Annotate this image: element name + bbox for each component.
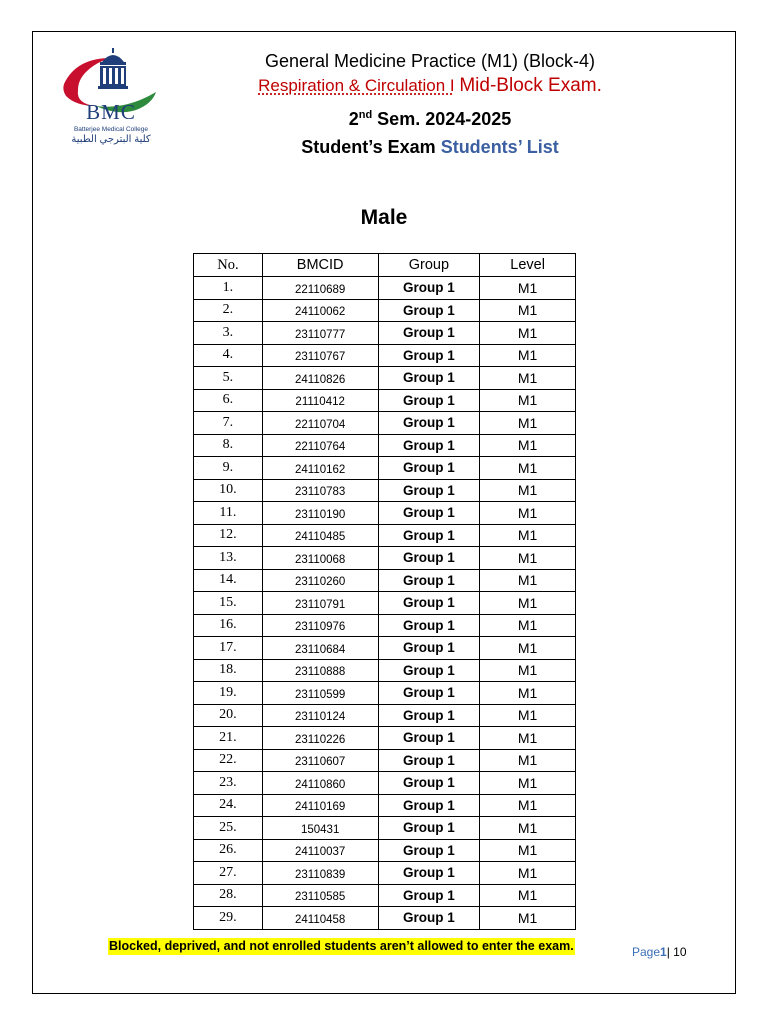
row-group: Group 1	[378, 749, 480, 772]
row-group: Group 1	[378, 592, 480, 615]
row-level: M1	[480, 277, 576, 300]
bmcid-value: 23110226	[295, 733, 346, 746]
row-no: 22.	[194, 749, 263, 772]
row-no: 1.	[194, 277, 263, 300]
row-level: M1	[480, 547, 576, 570]
row-level: M1	[480, 794, 576, 817]
row-no: 14.	[194, 569, 263, 592]
logo-subtitle: Batterjee Medical College	[73, 126, 149, 133]
table-row	[194, 344, 576, 367]
bmcid-value: 23110976	[295, 621, 346, 634]
table-row	[194, 569, 576, 592]
table-row	[194, 772, 576, 795]
row-bmcid	[262, 502, 378, 525]
table-row	[194, 637, 576, 660]
row-group: Group 1	[378, 772, 480, 795]
row-no: 25.	[194, 817, 263, 840]
row-no: 8.	[194, 434, 263, 457]
row-group: Group 1	[378, 524, 480, 547]
bmcid-value: 23110767	[295, 351, 346, 364]
row-bmcid	[262, 277, 378, 300]
bmcid-value: 24110062	[295, 306, 346, 319]
list-title-b: Students’ List	[440, 137, 559, 157]
bmcid-value: 23110190	[295, 508, 346, 521]
row-level: M1	[480, 907, 576, 930]
row-bmcid	[262, 772, 378, 795]
table-row	[194, 839, 576, 862]
table-row	[194, 479, 576, 502]
table-row	[194, 299, 576, 322]
row-no: 28.	[194, 884, 263, 907]
row-level: M1	[480, 344, 576, 367]
bmcid-value: 23110684	[295, 643, 346, 656]
table-row	[194, 682, 576, 705]
row-group: Group 1	[378, 479, 480, 502]
bmcid-value: 24110162	[295, 463, 346, 476]
row-bmcid	[262, 727, 378, 750]
table-row	[194, 704, 576, 727]
row-bmcid	[262, 907, 378, 930]
table-row	[194, 592, 576, 615]
row-bmcid	[262, 322, 378, 345]
row-group: Group 1	[378, 502, 480, 525]
row-bmcid	[262, 412, 378, 435]
row-bmcid	[262, 659, 378, 682]
row-level: M1	[480, 299, 576, 322]
page-total: 10	[673, 945, 687, 959]
logo-arabic: كلية البترجي الطبية	[71, 134, 151, 145]
row-group: Group 1	[378, 322, 480, 345]
row-bmcid	[262, 884, 378, 907]
row-group: Group 1	[378, 817, 480, 840]
semester-year: Sem. 2024-2025	[372, 109, 512, 129]
table-row	[194, 862, 576, 885]
page-separator: |	[666, 945, 674, 959]
row-bmcid	[262, 367, 378, 390]
table-row	[194, 614, 576, 637]
table-body	[194, 277, 576, 930]
bmcid-value: 22110704	[295, 418, 346, 431]
row-level: M1	[480, 682, 576, 705]
row-group: Group 1	[378, 907, 480, 930]
row-level: M1	[480, 839, 576, 862]
row-level: M1	[480, 524, 576, 547]
row-no: 12.	[194, 524, 263, 547]
row-no: 9.	[194, 457, 263, 480]
list-title	[190, 134, 670, 160]
table-row	[194, 794, 576, 817]
row-group: Group 1	[378, 659, 480, 682]
bmcid-value: 24110826	[295, 373, 346, 386]
row-group: Group 1	[378, 367, 480, 390]
row-group: Group 1	[378, 637, 480, 660]
bmcid-value: 23110777	[295, 328, 346, 341]
row-bmcid	[262, 299, 378, 322]
bmcid-value: 23110585	[295, 891, 346, 904]
semester-number: 2	[348, 109, 359, 129]
row-no: 6.	[194, 389, 263, 412]
row-level: M1	[480, 457, 576, 480]
row-group: Group 1	[378, 614, 480, 637]
bmcid-value: 23110599	[295, 688, 346, 701]
row-no: 29.	[194, 907, 263, 930]
row-group: Group 1	[378, 884, 480, 907]
bmcid-value: 23110888	[295, 666, 346, 679]
header-group: Group	[378, 254, 480, 277]
row-bmcid	[262, 592, 378, 615]
exam-title	[190, 74, 670, 98]
semester-title	[190, 100, 670, 134]
row-level: M1	[480, 412, 576, 435]
table-row	[194, 389, 576, 412]
row-group: Group 1	[378, 389, 480, 412]
row-group: Group 1	[378, 412, 480, 435]
bmcid-value: 21110412	[295, 396, 345, 409]
row-bmcid	[262, 457, 378, 480]
row-no: 11.	[194, 502, 263, 525]
row-group: Group 1	[378, 344, 480, 367]
logo-text-block	[56, 100, 166, 145]
row-level: M1	[480, 434, 576, 457]
row-no: 3.	[194, 322, 263, 345]
bmcid-value: 24110860	[295, 778, 346, 791]
table-row	[194, 884, 576, 907]
row-group: Group 1	[378, 547, 480, 570]
row-no: 18.	[194, 659, 263, 682]
row-bmcid	[262, 682, 378, 705]
row-no: 10.	[194, 479, 263, 502]
row-level: M1	[480, 502, 576, 525]
document-header	[190, 48, 670, 160]
table-row	[194, 749, 576, 772]
row-bmcid	[262, 479, 378, 502]
table-row	[194, 277, 576, 300]
bmcid-value: 23110839	[295, 868, 346, 881]
bmcid-value: 23110607	[295, 756, 346, 769]
row-bmcid	[262, 524, 378, 547]
table-row	[194, 434, 576, 457]
row-no: 7.	[194, 412, 263, 435]
row-level: M1	[480, 367, 576, 390]
row-group: Group 1	[378, 794, 480, 817]
bmcid-value: 24110169	[295, 801, 346, 814]
row-group: Group 1	[378, 277, 480, 300]
bmcid-value: 150431	[300, 823, 340, 836]
block-name: Respiration & Circulation I	[258, 76, 455, 95]
row-no: 26.	[194, 839, 263, 862]
row-bmcid	[262, 704, 378, 727]
row-no: 27.	[194, 862, 263, 885]
row-bmcid	[262, 749, 378, 772]
row-bmcid	[262, 862, 378, 885]
row-level: M1	[480, 727, 576, 750]
row-level: M1	[480, 569, 576, 592]
row-bmcid	[262, 389, 378, 412]
bmcid-value: 24110485	[295, 531, 346, 544]
table-row	[194, 457, 576, 480]
row-bmcid	[262, 434, 378, 457]
row-group: Group 1	[378, 682, 480, 705]
row-no: 15.	[194, 592, 263, 615]
row-no: 4.	[194, 344, 263, 367]
students-table	[193, 253, 576, 930]
course-title: General Medicine Practice (M1) (Block-4)	[264, 51, 596, 71]
row-level: M1	[480, 592, 576, 615]
row-no: 23.	[194, 772, 263, 795]
header-bmcid: BMCID	[262, 254, 378, 277]
row-group: Group 1	[378, 727, 480, 750]
page-label: Page	[632, 945, 661, 959]
table-row	[194, 524, 576, 547]
page-number	[632, 945, 687, 959]
row-bmcid	[262, 817, 378, 840]
header-no: No.	[194, 254, 263, 277]
bmcid-value: 24110037	[295, 846, 346, 859]
table-row	[194, 727, 576, 750]
row-group: Group 1	[378, 457, 480, 480]
header-level: Level	[480, 254, 576, 277]
table-row	[194, 907, 576, 930]
table-row	[194, 659, 576, 682]
table-row	[194, 367, 576, 390]
row-no: 24.	[194, 794, 263, 817]
row-level: M1	[480, 862, 576, 885]
bmcid-value: 22110689	[295, 283, 346, 296]
footer-note: Blocked, deprived, and not enrolled students aren’t allowed to enter the exam.	[109, 939, 574, 953]
row-bmcid	[262, 637, 378, 660]
row-group: Group 1	[378, 704, 480, 727]
row-no: 2.	[194, 299, 263, 322]
row-no: 5.	[194, 367, 263, 390]
semester-suffix: nd	[358, 109, 373, 121]
bmcid-value: 23110783	[295, 486, 346, 499]
row-level: M1	[480, 704, 576, 727]
page-current: 1	[660, 945, 667, 959]
row-bmcid	[262, 344, 378, 367]
table-row	[194, 412, 576, 435]
row-no: 21.	[194, 727, 263, 750]
row-level: M1	[480, 817, 576, 840]
section-title: Male	[360, 206, 408, 229]
row-group: Group 1	[378, 299, 480, 322]
bmcid-value: 23110791	[295, 598, 346, 611]
row-no: 19.	[194, 682, 263, 705]
row-no: 20.	[194, 704, 263, 727]
row-level: M1	[480, 389, 576, 412]
row-level: M1	[480, 479, 576, 502]
row-level: M1	[480, 659, 576, 682]
row-no: 13.	[194, 547, 263, 570]
row-bmcid	[262, 569, 378, 592]
row-no: 17.	[194, 637, 263, 660]
table-header-row	[194, 254, 576, 277]
table-row	[194, 547, 576, 570]
table-row	[194, 817, 576, 840]
bmcid-value: 23110068	[295, 553, 346, 566]
bmcid-value: 23110260	[295, 576, 346, 589]
logo-bmc: BMC	[86, 100, 136, 124]
row-no: 16.	[194, 614, 263, 637]
row-group: Group 1	[378, 569, 480, 592]
row-group: Group 1	[378, 434, 480, 457]
exam-name: Mid-Block Exam.	[459, 75, 602, 96]
row-bmcid	[262, 547, 378, 570]
row-level: M1	[480, 322, 576, 345]
row-bmcid	[262, 839, 378, 862]
row-bmcid	[262, 614, 378, 637]
row-level: M1	[480, 884, 576, 907]
bmcid-value: 24110458	[295, 913, 346, 926]
row-level: M1	[480, 772, 576, 795]
row-level: M1	[480, 614, 576, 637]
row-group: Group 1	[378, 839, 480, 862]
row-level: M1	[480, 637, 576, 660]
table-row	[194, 322, 576, 345]
bmcid-value: 23110124	[295, 711, 346, 724]
row-bmcid	[262, 794, 378, 817]
table-row	[194, 502, 576, 525]
row-group: Group 1	[378, 862, 480, 885]
list-title-a: Student’s Exam	[301, 137, 436, 157]
bmcid-value: 22110764	[295, 441, 346, 454]
row-level: M1	[480, 749, 576, 772]
